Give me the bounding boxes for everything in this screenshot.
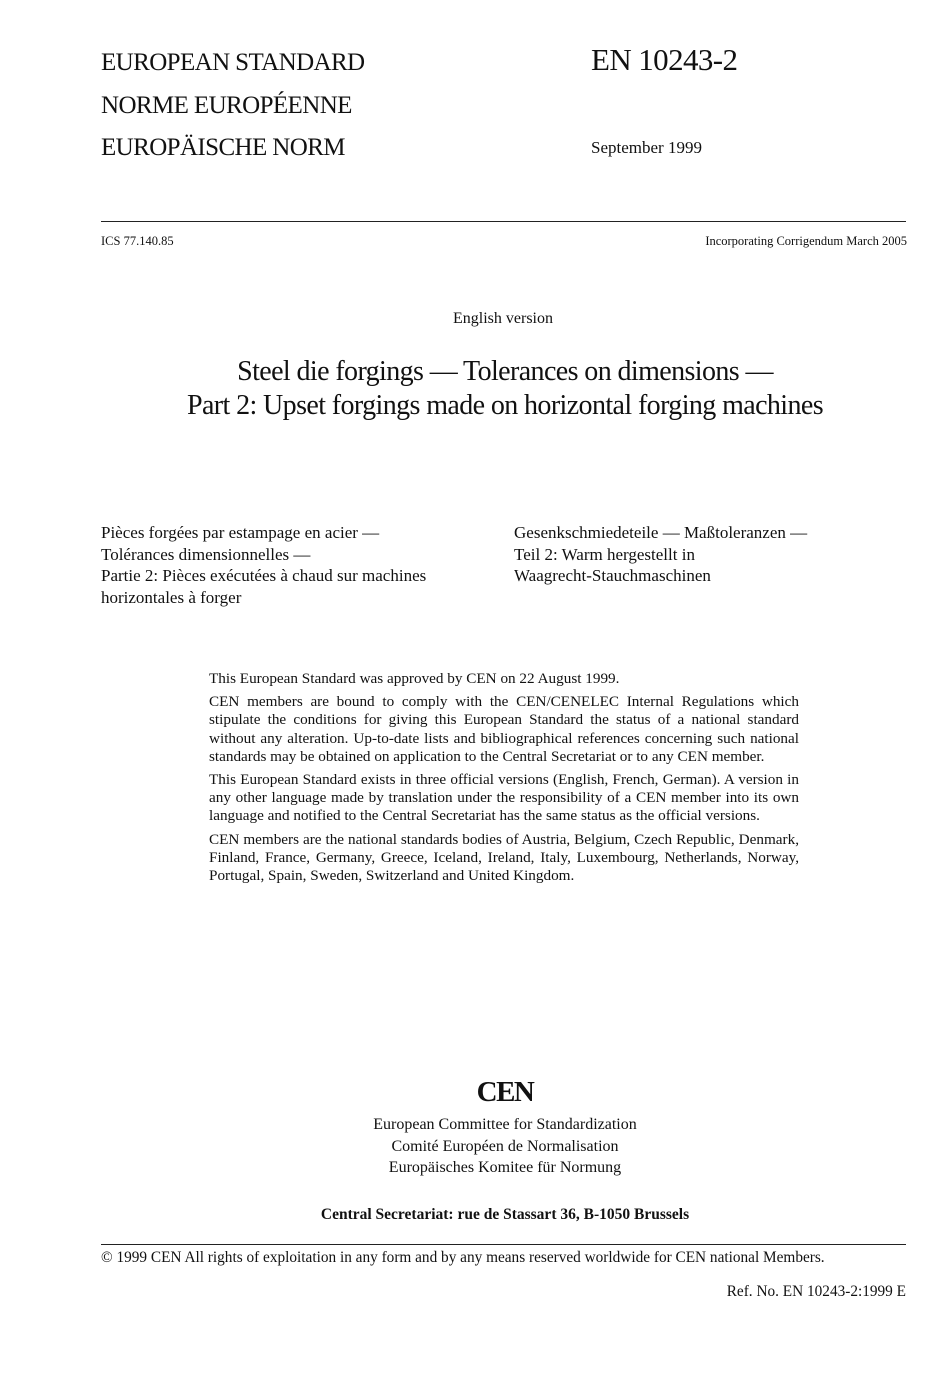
approval-statement [209,670,799,890]
standard-name-french: NORME EUROPÉENNE [101,92,352,119]
cen-logo-text: CEN [476,1076,534,1108]
header-divider [101,221,906,222]
alternate-title-line: Teil 2: Warm hergestellt in [514,544,695,564]
standard-name-german: EUROPÄISCHE NORM [101,134,345,161]
ics-code: ICS 77.140.85 [101,234,174,248]
document-title [0,355,950,423]
document-number: EN 10243-2 [591,42,738,77]
approval-paragraph: CEN members are bound to comply with the CEN/CENELEC Internal Regulations which stipulate the conditions for giving this European Standard the status of a national standard without any alteration. Up-to-date lists and bibliographical references concerning such national standards may be obtained on application to the Central Secretariat or to any CEN member. [209,693,799,765]
approval-paragraph: CEN members are the national standards bodies of Austria, Belgium, Czech Republic, Denmark, Finland, France, Germany, Greece, Iceland, Ireland, Italy, Luxembourg, Netherlands, Norway, Portugal, Spain, Sweden, Switzerland and United Kingdom. [209,830,799,885]
alternate-title-line: Gesenkschmiedeteile — Maßtoleranzen — [514,523,808,542]
alternate-title-line: Pièces forgées par estampage en acier — [101,523,380,542]
approval-paragraph: This European Standard was approved by CEN on 22 August 1999. [209,670,620,687]
alternate-title-german [514,522,914,587]
alternate-title-french [101,522,501,608]
title-line-2: Part 2: Upset forgings made on horizontal forging machines [186,390,824,421]
alternate-title-line: Tolérances dimensionnelles — [101,544,311,564]
approval-paragraph: This European Standard exists in three official versions (English, French, German). A version in any other language made by translation under the responsibility of a CEN member into its own language and notified to the Central Secretariat has the same status as the official versions. [209,771,799,825]
corrigendum-note: Incorporating Corrigendum March 2005 [705,234,907,248]
organization-name-german: Europäisches Komitee für Normung [388,1159,622,1176]
reference-number: Ref. No. EN 10243-2:1999 E [726,1283,906,1300]
publication-date: September 1999 [591,138,702,157]
alternate-title-line: horizontales à forger [101,587,242,607]
alternate-title-line: Waagrecht-Stauchmaschinen [514,566,711,585]
standard-name-english: EUROPEAN STANDARD [101,49,365,76]
language-version: English version [453,310,553,327]
footer-divider [101,1244,906,1245]
central-secretariat-address: Central Secretariat: rue de Stassart 36, B-1050 Brussels [320,1206,690,1223]
organization-names [0,1114,950,1179]
title-line-1: Steel die forgings — Tolerances on dimensions — [237,356,773,387]
copyright-notice: © 1999 CEN All rights of exploitation in any form and by any means reserved worldwide for CEN national Members. [101,1249,825,1266]
alternate-title-line: Partie 2: Pièces exécutées à chaud sur machines [101,566,427,585]
organization-name-french: Comité Européen de Normalisation [391,1137,619,1155]
organization-name-english: European Committee for Standardization [373,1116,637,1133]
